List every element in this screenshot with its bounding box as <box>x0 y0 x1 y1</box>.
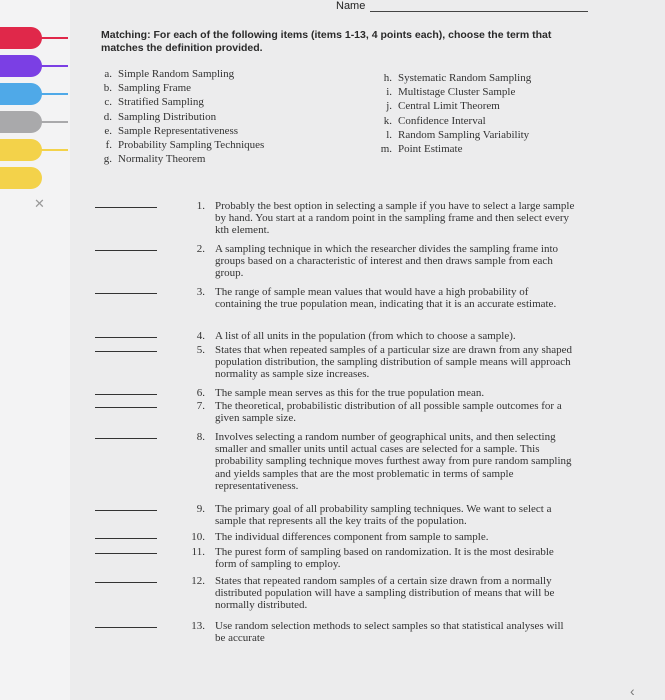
answer-blank[interactable] <box>95 510 157 511</box>
item-text: States that when repeated samples of a particular size are drawn from any shaped population distribution, the sampling distribution of sample means will approach normality as sample size increases. <box>215 344 573 381</box>
term-item: m. Point Estimate <box>380 143 463 156</box>
item-text: A sampling technique in which the researcher divides the sampling frame into groups based on a characteristic of interest and then draws sample from each group. <box>215 243 559 280</box>
chevron-left-icon[interactable]: ‹ <box>630 683 635 699</box>
answer-blank[interactable] <box>95 394 157 395</box>
terms-left <box>100 67 264 166</box>
item-text: The individual differences component from sample to sample. <box>215 531 489 543</box>
item-text: The theoretical, probabilistic distribution of all possible sample outcomes for a given sample size. <box>215 400 562 425</box>
item-text: The primary goal of all probability sampling techniques. We want to select a sample that represents all the key traits of the population. <box>215 503 552 528</box>
term-item: j. Central Limit Theorem <box>386 100 500 113</box>
item-number: 4. <box>196 330 205 342</box>
tab-line <box>20 65 68 67</box>
bookmark-tab-yellow[interactable] <box>0 167 42 189</box>
term-item: i. Multistage Cluster Sample <box>386 86 516 99</box>
annotation-sidebar <box>0 0 70 700</box>
name-label: Name <box>336 0 366 12</box>
item-number: 2. <box>196 243 205 255</box>
item-number: 8. <box>196 431 205 443</box>
answer-blank[interactable] <box>95 438 157 439</box>
answer-blank[interactable] <box>95 207 157 208</box>
item-number: 13. <box>191 620 205 632</box>
tab-line <box>20 93 68 95</box>
answer-blank[interactable] <box>95 582 157 583</box>
term-item: e. Sample Representativeness <box>104 124 239 137</box>
term-item: d. Sampling Distribution <box>103 110 217 123</box>
term-item: c. Stratified Sampling <box>104 96 204 109</box>
term-item: g. Normality Theorem <box>103 153 206 166</box>
answer-blank[interactable] <box>95 250 157 251</box>
answer-blank[interactable] <box>95 337 157 338</box>
name-line[interactable] <box>370 11 588 12</box>
answer-blank[interactable] <box>95 627 157 628</box>
answer-blank[interactable] <box>95 293 157 294</box>
answer-blank[interactable] <box>95 351 157 352</box>
answer-blank[interactable] <box>95 407 157 408</box>
item-text: The range of sample mean values that would have a high probability of containing the true population mean, indicating that it is an accurate estimate. <box>215 286 557 311</box>
term-item: h. Systematic Random Sampling <box>383 72 532 84</box>
item-number: 5. <box>196 344 205 356</box>
item-text: A list of all units in the population (from which to choose a sample). <box>215 330 516 342</box>
item-number: 10. <box>191 531 205 543</box>
item-text: The sample mean serves as this for the true population mean. <box>215 387 485 399</box>
item-text: Use random selection methods to select samples so that statistical analyses will be accurate <box>215 620 564 645</box>
item-number: 1. <box>196 200 205 212</box>
tab-line <box>20 37 68 39</box>
item-number: 11. <box>191 546 205 558</box>
term-item: f. Probability Sampling Techniques <box>105 139 265 152</box>
item-number: 3. <box>196 286 205 298</box>
term-item: l. Random Sampling Variability <box>386 128 530 141</box>
instructions: Matching: For each of the following items (items 1-13, 4 points each), choose the term that matches the definition provided. <box>101 29 552 54</box>
item-number: 6. <box>196 387 205 399</box>
item-text: States that repeated random samples of a certain size drawn from a normally distributed population will have a sampling distribution of means that will be normally distributed. <box>215 575 555 612</box>
term-item: b. Sampling Frame <box>103 82 192 95</box>
terms-right <box>380 71 531 156</box>
term-item: a. Simple Random Sampling <box>104 68 235 80</box>
answer-blank[interactable] <box>95 553 157 554</box>
item-number: 7. <box>196 400 205 412</box>
term-item: k. Confidence Interval <box>383 114 486 127</box>
item-number: 9. <box>196 503 205 515</box>
tab-line <box>20 121 68 123</box>
tab-line <box>20 149 68 151</box>
item-number: 12. <box>191 575 205 587</box>
answer-blank[interactable] <box>95 538 157 539</box>
item-text: The purest form of sampling based on randomization. It is the most desirable form of sampling to employ. <box>215 546 554 571</box>
close-icon[interactable]: ✕ <box>34 196 45 211</box>
item-text: Probably the best option in selecting a sample if you have to select a large sample by hand. You start at a random point in the sampling frame and then select every kth element. <box>215 200 575 237</box>
item-text: Involves selecting a random number of geographical units, and then selecting smaller and smaller units until actual cases are selected for a sample. This probability sampling technique moves furthest away from pure random sampling and yields samples that are the most problematic in terms of sample representativeness. <box>215 431 572 492</box>
